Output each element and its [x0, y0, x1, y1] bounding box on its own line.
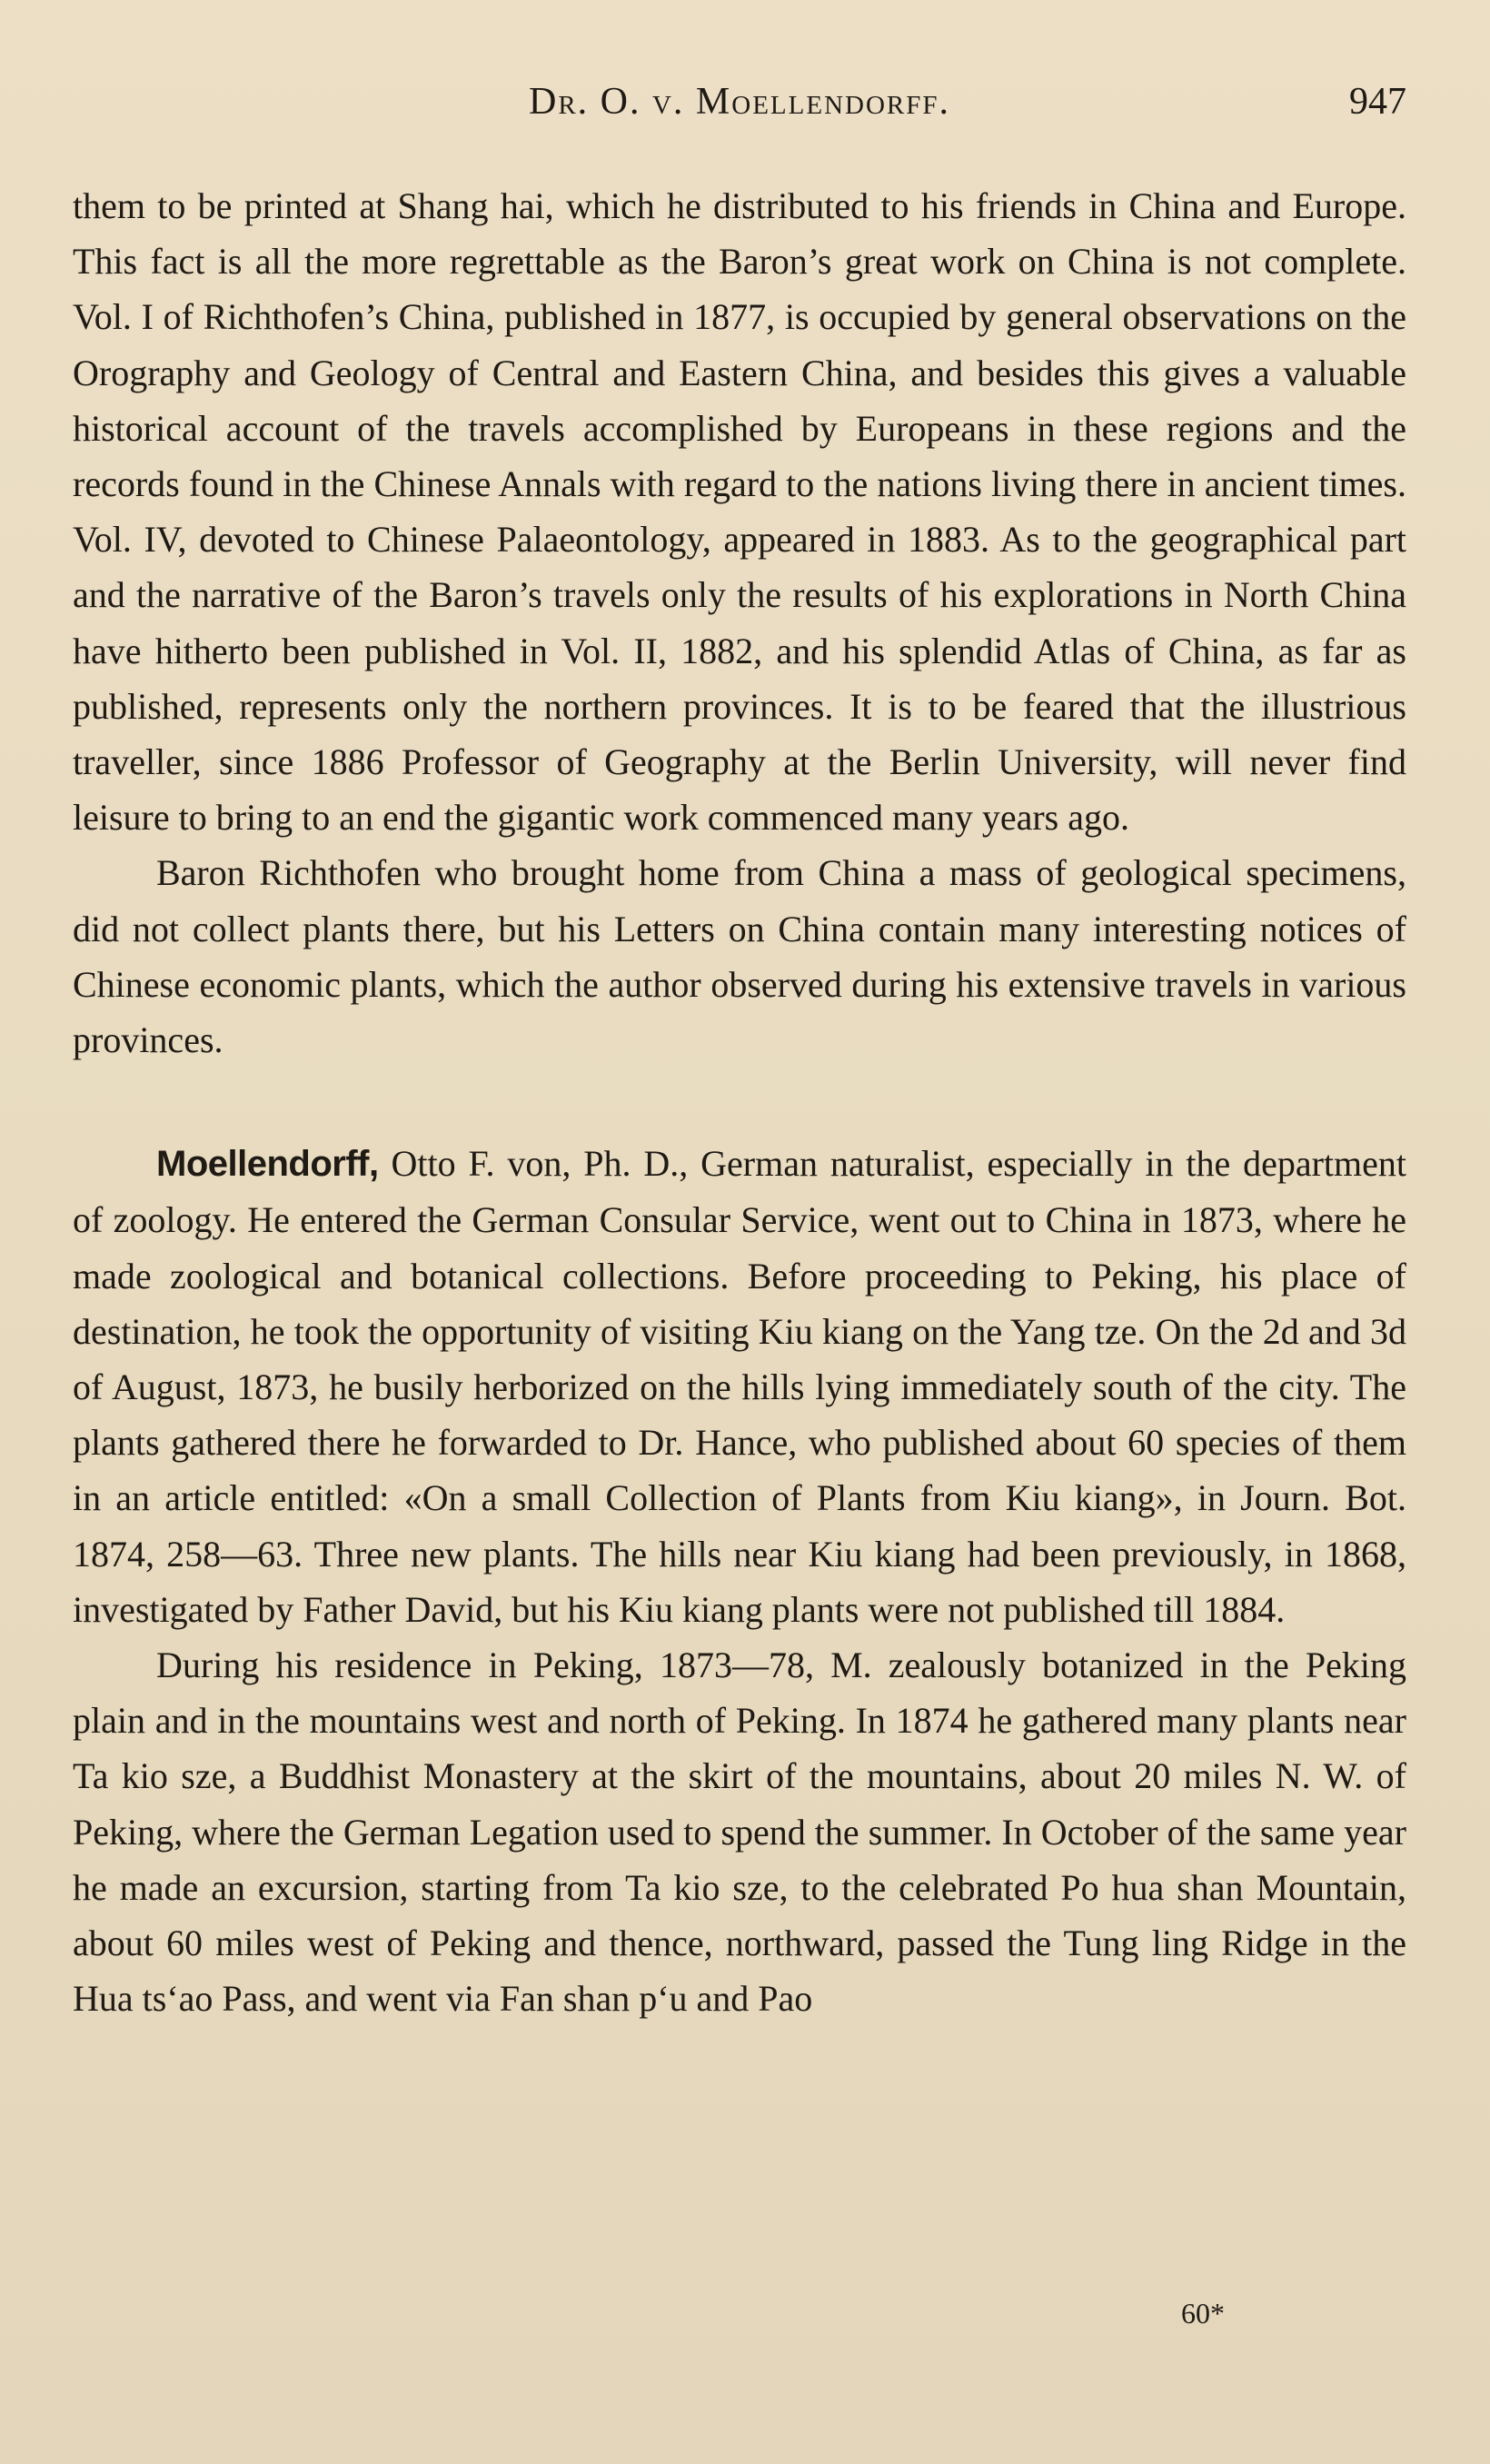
paragraph: [73, 845, 1406, 1068]
paragraph: [73, 178, 1406, 845]
entry-name: Moellendorff,: [156, 1144, 379, 1185]
paragraph: [73, 1637, 1406, 2026]
signature-mark: 60*: [1181, 2297, 1225, 2330]
paragraph-text: Otto F. von, Ph. D., German naturalist, especially in the department of zoology. He entered the German Consular Service, went out to China in 1873, where he made zoological and botanical collections. Before proceeding to Peking, his place of destination, he took the opportunity of visiting Kiu kiang on the Yang tze. On the 2d and 3d of August, 1873, he busily herborized on the hills lying immediately south of the city. The plants gathered there he forwarded to Dr. Hance, who published about 60 species of them in an article entitled: «On a small Collection of Plants from Kiu kiang», in Journ. Bot. 1874, 258—63. Three new plants. The hills near Kiu kiang had been previously, in 1868, investigated by Father David, but his Kiu kiang plants were not published till 1884.: [73, 1143, 1406, 1630]
paragraph-text: Baron Richthofen who brought home from China a mass of geological specimens, did not collect plants there, but his Letters on China contain many interesting notices of Chinese economic plants, which the author observed during his extensive travels in various provinces.: [73, 852, 1406, 1061]
paragraph-text: During his residence in Peking, 1873—78, M. zealously botanized in the Peking plain and in the mountains west and north of Peking. In 1874 he gathered many plants near Ta kio sze, a Buddhist Monastery at the skirt of the mountains, about 20 miles N. W. of Peking, where the German Legation used to spend the summer. In October of the same year he made an excursion, starting from Ta kio sze, to the celebrated Po hua shan Mountain, about 60 miles west of Peking and thence, northward, passed the Tung ling Ridge in the Hua ts‘ao Pass, and went via Fan shan p‘u and Pao: [73, 1644, 1406, 2020]
biography-entry: [73, 1136, 1406, 1637]
paragraph-text: them to be printed at Shang hai, which he distributed to his friends in China and Europe. This fact is all the more regrettable as the Baron’s great work on China is not complete. Vol. I of Richthofen’s China, published in 1877, is occupied by general observations on the Orography and Geology of Central and Eastern China, and besides this gives a valuable historical account of the travels accomplished by Europeans in these regions and the records found in the Chinese Annals with regard to the nations living there in ancient times. Vol. IV, devoted to Chinese Palaeontology, appeared in 1883. As to the geographical part and the narrative of the Baron’s travels only the results of his explorations in North China have hitherto been published in Vol. II, 1882, and his splendid Atlas of China, as far as published, represents only the northern provinces. It is to be feared that the illustrious traveller, since 1886 Professor of Geography at the Berlin University, will never find leisure to bring to an end the gigantic work commenced many years ago.: [73, 185, 1406, 839]
page-header: [73, 80, 1406, 144]
running-head: Dr. O. v. Moellendorff.: [528, 81, 951, 123]
body-text: [73, 178, 1406, 2027]
page-number: 947: [1349, 81, 1406, 123]
